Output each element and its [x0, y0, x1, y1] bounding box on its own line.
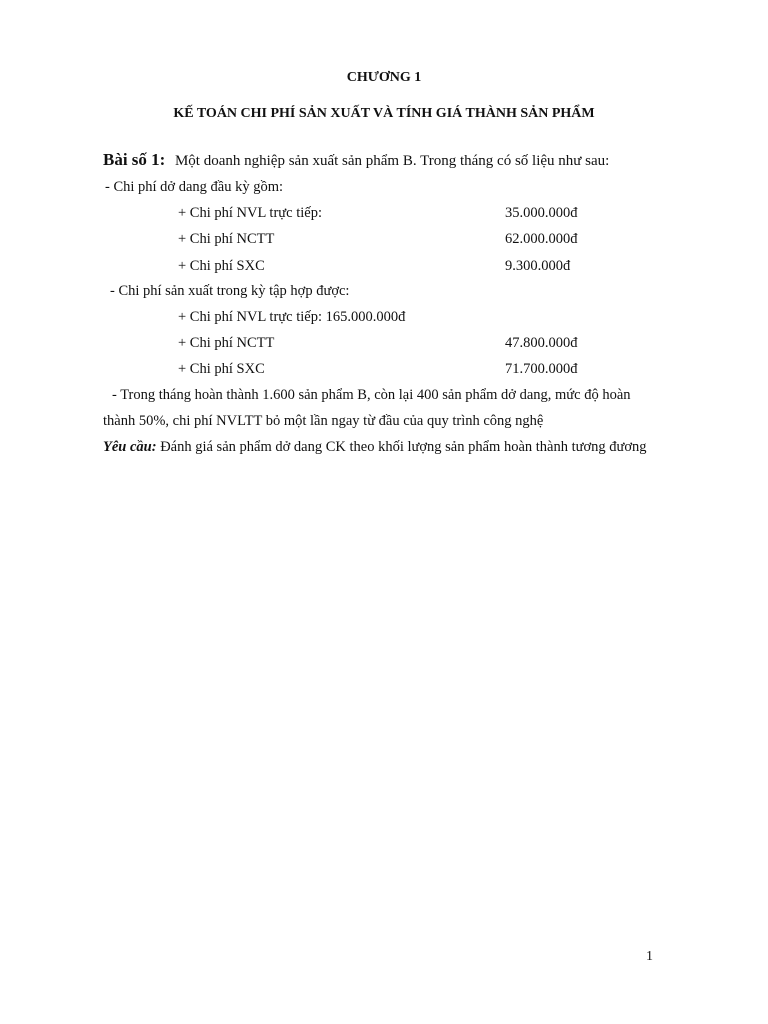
opening-item-value: 9.300.000đ [505, 258, 571, 274]
requirement-line [103, 439, 647, 456]
requirement-label: Yêu cầu: [103, 439, 157, 455]
page-number: 1 [646, 949, 653, 964]
opening-item-label: + Chi phí SXC [178, 258, 265, 274]
requirement-text: Đánh giá sản phẩm dở dang CK theo khối lượng sản phẩm hoàn thành tương đương [160, 439, 647, 455]
opening-item-value: 62.000.000đ [505, 231, 578, 247]
chapter-title: KẾ TOÁN CHI PHÍ SẢN XUẤT VÀ TÍNH GIÁ THÀNH SẢN PHẨM [173, 106, 595, 121]
opening-item-label: + Chi phí NCTT [178, 231, 275, 247]
period-item-label: + Chi phí SXC [178, 361, 265, 377]
completion-line-2: thành 50%, chi phí NVLTT bỏ một lần ngay từ đầu của quy trình công nghệ [103, 413, 544, 429]
period-item-value: 71.700.000đ [505, 361, 578, 377]
period-item-value: 47.800.000đ [505, 335, 578, 351]
period-item-label: + Chi phí NCTT [178, 335, 275, 351]
opening-item-label: + Chi phí NVL trực tiếp: [178, 205, 322, 221]
period-item-label: + Chi phí NVL trực tiếp: 165.000.000đ [178, 309, 406, 325]
opening-item-value: 35.000.000đ [505, 205, 578, 221]
exercise-label: Bài số 1: [103, 150, 166, 169]
completion-line-1: - Trong tháng hoàn thành 1.600 sản phẩm B, còn lại 400 sản phẩm dở dang, mức độ hoàn [112, 387, 631, 403]
opening-wip-heading: - Chi phí dở dang đầu kỳ gồm: [105, 179, 284, 195]
exercise-intro: Một doanh nghiệp sản xuất sản phẩm B. Trong tháng có số liệu như sau: [174, 153, 610, 169]
period-costs-heading: - Chi phí sản xuất trong kỳ tập hợp được: [110, 283, 350, 299]
chapter-heading: CHƯƠNG 1 [346, 70, 422, 85]
exercise-line [103, 150, 609, 170]
